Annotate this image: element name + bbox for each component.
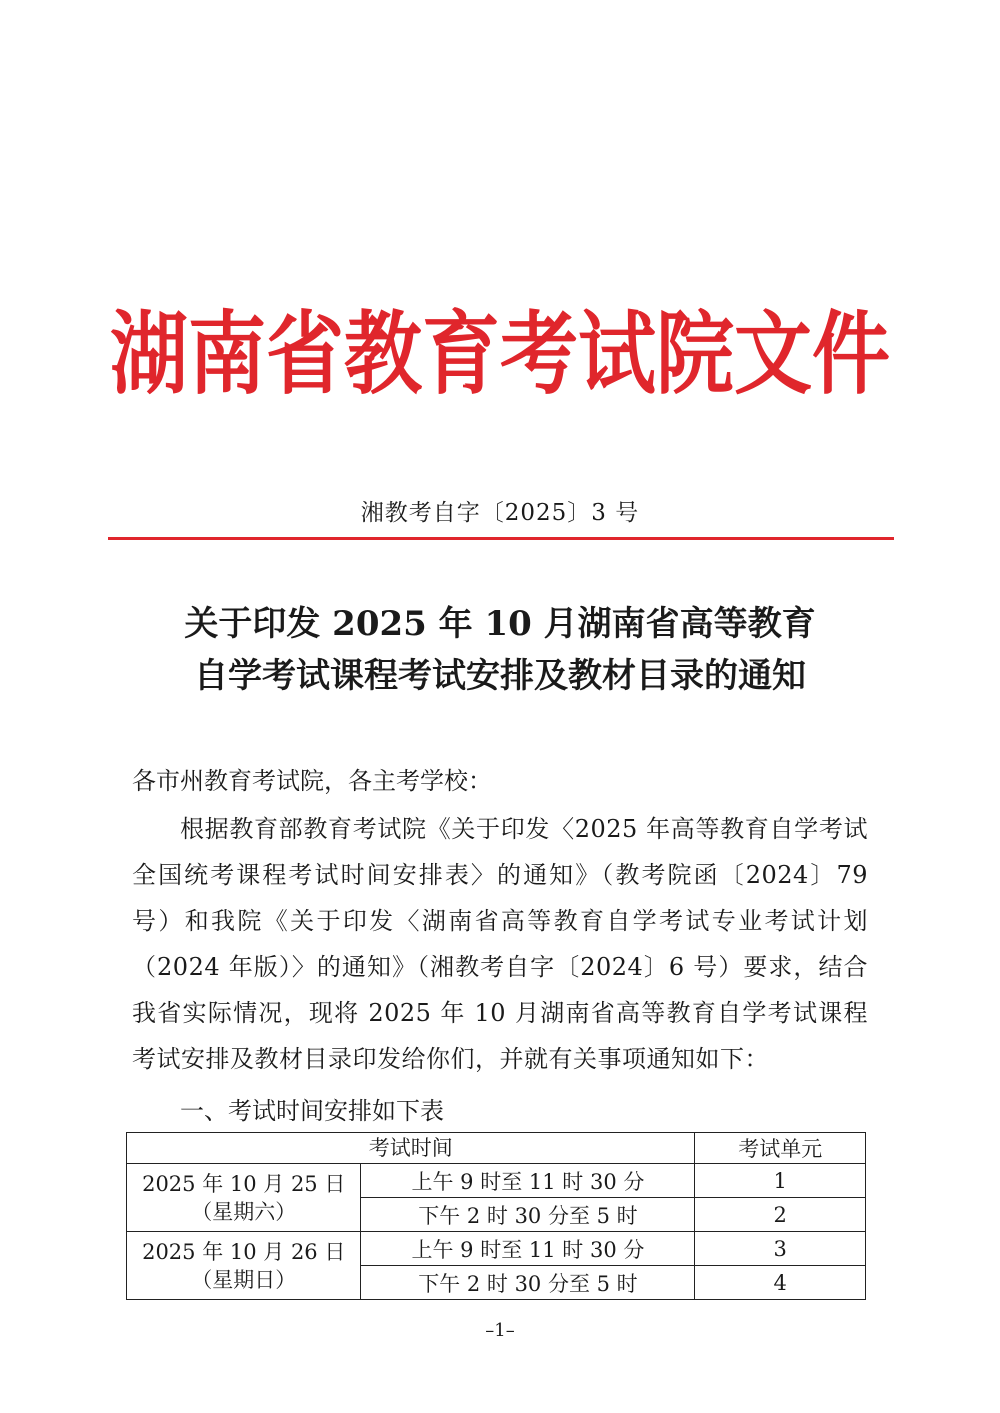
table-row [127, 1232, 866, 1266]
date-cell [127, 1164, 361, 1232]
title-line-2: 自学考试课程考试安排及教材目录的通知 [194, 656, 806, 696]
header-exam-unit: 考试单元 [695, 1133, 866, 1164]
session-unit-cell: 3 [695, 1232, 866, 1266]
date-text: 2025 年 10 月 25 日 [142, 1171, 346, 1196]
page-number: –1– [485, 1320, 515, 1341]
session-time-cell: 上午 9 时至 11 时 30 分 [361, 1232, 695, 1266]
weekday-text: （星期日） [191, 1267, 297, 1292]
date-cell [127, 1232, 361, 1300]
salutation: 各市州教育考试院，各主考学校： [132, 767, 492, 795]
session-unit-cell: 2 [695, 1198, 866, 1232]
date-text: 2025 年 10 月 26 日 [142, 1239, 346, 1264]
red-divider-line [108, 537, 894, 540]
table-header-row [127, 1133, 866, 1164]
session-unit-cell: 4 [695, 1266, 866, 1300]
header-exam-time: 考试时间 [127, 1133, 695, 1164]
body-paragraph: 根据教育部教育考试院《关于印发〈2025 年高等教育自学考试全国统考课程考试时间安排表〉的通知》（教考院函〔2024〕79 号）和我院《关于印发〈湖南省高等教育自学考试专业考试计划（2024 年版）〉的通知》（湘教考自字〔2024〕6 号）要求，结合我省实际情况，现将 2025 年 10 月湖南省高等教育自学考试课程考试安排及教材目录印发给你们，并就有关事项通知如下： [132, 815, 868, 1073]
title-line-1: 关于印发 2025 年 10 月湖南省高等教育 [184, 604, 816, 644]
document-masthead: 湖南省教育考试院文件 [109, 303, 890, 407]
session-time-cell: 下午 2 时 30 分至 5 时 [361, 1198, 695, 1232]
session-unit-cell: 1 [695, 1164, 866, 1198]
document-number: 湘教考自字〔2025〕3 号 [360, 500, 640, 526]
section-heading: 一、考试时间安排如下表 [180, 1097, 444, 1125]
exam-schedule-table [126, 1132, 866, 1300]
weekday-text: （星期六） [191, 1199, 297, 1224]
document-title [0, 598, 1000, 702]
session-time-cell: 上午 9 时至 11 时 30 分 [361, 1164, 695, 1198]
session-time-cell: 下午 2 时 30 分至 5 时 [361, 1266, 695, 1300]
table-row [127, 1164, 866, 1198]
